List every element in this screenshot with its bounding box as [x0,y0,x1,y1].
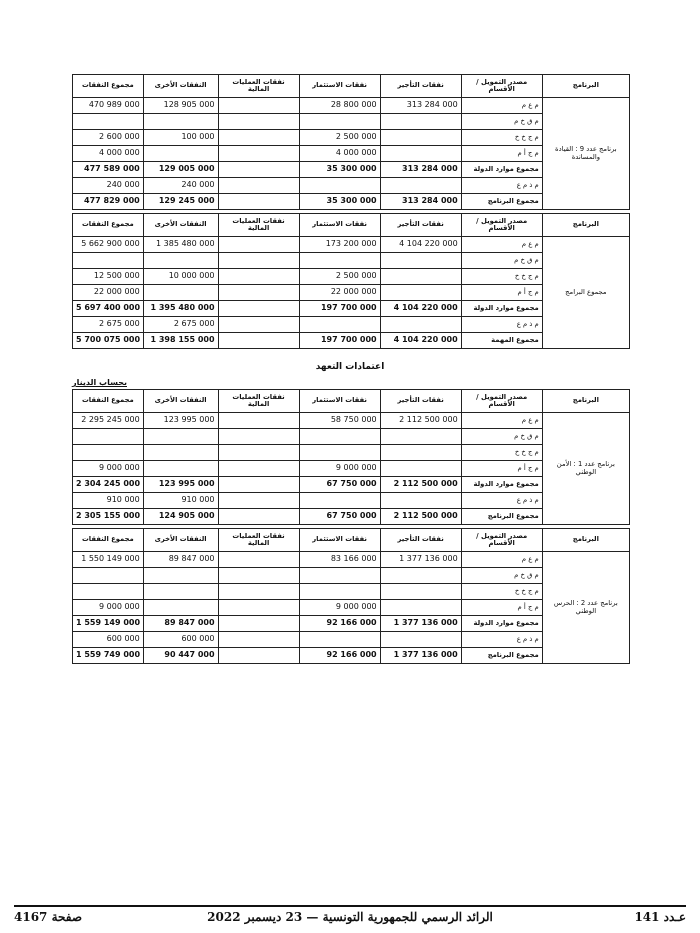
amount-cell [218,461,299,477]
amount-cell: 2 112 500 000 [380,413,461,429]
amount-cell [218,178,299,194]
amount-cell: 2 304 245 000 [73,477,144,493]
amount-cell [380,130,461,146]
funding-source: م ج خ خ [461,584,542,600]
amount-cell [299,568,380,584]
issue-number: عـدد 141 [634,910,686,924]
amount-cell [143,568,218,584]
amount-cell: 5 662 900 000 [73,237,144,253]
amount-cell [143,429,218,445]
funding-source: مجموع موارد الدولة [461,616,542,632]
amount-cell: 9 000 000 [299,600,380,616]
amount-cell [218,162,299,178]
funding-source: مجموع البرنامج [461,194,542,210]
column-header: نفقات العمليات المالية [218,390,299,413]
amount-cell: 197 700 000 [299,333,380,349]
amount-cell [218,114,299,130]
amount-cell: 4 104 220 000 [380,333,461,349]
funding-source: م ج خ خ [461,445,542,461]
amount-cell: 1 377 136 000 [380,616,461,632]
amount-cell: 5 697 400 000 [73,301,144,317]
amount-cell: 313 284 000 [380,194,461,210]
funding-source: م ذ م ع [461,317,542,333]
column-header: البرنامج [542,529,629,552]
table-row [73,413,630,429]
amount-cell: 173 200 000 [299,237,380,253]
amount-cell: 129 245 000 [143,194,218,210]
table-row [73,237,630,253]
column-header: مجموع النفقات [73,75,144,98]
amount-cell [218,285,299,301]
amount-cell: 2 675 000 [143,317,218,333]
amount-cell [380,632,461,648]
amount-cell: 67 750 000 [299,477,380,493]
funding-source: م ق خ م [461,568,542,584]
unit-note: بحساب الدينار [72,378,127,387]
amount-cell: 2 675 000 [73,317,144,333]
amount-cell: 313 284 000 [380,162,461,178]
program-name: برنامج عدد 1 : الأمن الوطني [542,413,629,525]
amount-cell: 4 000 000 [299,146,380,162]
amount-cell: 12 500 000 [73,269,144,285]
column-header: نفقات الاستثمار [299,214,380,237]
amount-cell [380,114,461,130]
amount-cell: 58 750 000 [299,413,380,429]
amount-cell: 1 559 749 000 [73,648,144,664]
column-header: النفقات الأخرى [143,214,218,237]
column-header: نفقات الاستثمار [299,529,380,552]
commitment-table-program-2 [72,528,630,664]
funding-source: م ق خ م [461,114,542,130]
amount-cell [218,237,299,253]
amount-cell [73,253,144,269]
amount-cell [218,616,299,632]
amount-cell [218,509,299,525]
budget-table-all-programs [72,213,630,349]
column-header: نفقات العمليات المالية [218,75,299,98]
amount-cell [380,146,461,162]
funding-source: مجموع موارد الدولة [461,162,542,178]
funding-source: م ع م [461,552,542,568]
column-header: البرنامج [542,390,629,413]
amount-cell: 67 750 000 [299,509,380,525]
amount-cell: 2 305 155 000 [73,509,144,525]
table-row [73,98,630,114]
amount-cell: 92 166 000 [299,648,380,664]
amount-cell [218,648,299,664]
funding-source: م ق خ م [461,429,542,445]
funding-source: م ج أ م [461,146,542,162]
column-header: مصدر التمويل / الأقسام [461,390,542,413]
amount-cell [73,445,144,461]
amount-cell: 9 000 000 [299,461,380,477]
amount-cell [218,98,299,114]
amount-cell: 470 989 000 [73,98,144,114]
amount-cell [218,413,299,429]
amount-cell [299,114,380,130]
funding-source: م ج خ خ [461,269,542,285]
amount-cell: 83 166 000 [299,552,380,568]
column-header: نفقات الاستثمار [299,390,380,413]
amount-cell: 35 300 000 [299,162,380,178]
column-header: نفقات التأجير [380,390,461,413]
amount-cell: 1 377 136 000 [380,648,461,664]
funding-source: م ذ م ع [461,632,542,648]
amount-cell: 35 300 000 [299,194,380,210]
column-header: مصدر التمويل / الأقسام [461,529,542,552]
amount-cell [299,584,380,600]
amount-cell [218,253,299,269]
column-header: مصدر التمويل / الأقسام [461,75,542,98]
amount-cell: 240 000 [73,178,144,194]
amount-cell [380,178,461,194]
amount-cell: 1 395 480 000 [143,301,218,317]
amount-cell: 123 995 000 [143,477,218,493]
amount-cell [73,429,144,445]
amount-cell: 1 559 149 000 [73,616,144,632]
amount-cell: 128 905 000 [143,98,218,114]
amount-cell [73,114,144,130]
column-header: نفقات الاستثمار [299,75,380,98]
amount-cell [218,194,299,210]
amount-cell [143,253,218,269]
column-header: نفقات التأجير [380,75,461,98]
amount-cell [143,114,218,130]
amount-cell [143,445,218,461]
amount-cell: 313 284 000 [380,98,461,114]
column-header: مجموع النفقات [73,390,144,413]
amount-cell: 910 000 [73,493,144,509]
amount-cell: 4 000 000 [73,146,144,162]
column-header: مجموع النفقات [73,214,144,237]
amount-cell: 92 166 000 [299,616,380,632]
amount-cell: 600 000 [73,632,144,648]
funding-source: م ذ م ع [461,178,542,194]
funding-source: م ج خ خ [461,130,542,146]
header-row [73,214,630,237]
funding-source: مجموع البرنامج [461,648,542,664]
amount-cell [218,317,299,333]
amount-cell [218,477,299,493]
amount-cell: 2 112 500 000 [380,509,461,525]
section-heading: اعتمادات التعهد [315,362,385,372]
amount-cell: 10 000 000 [143,269,218,285]
amount-cell: 240 000 [143,178,218,194]
amount-cell [299,317,380,333]
amount-cell [380,317,461,333]
amount-cell [218,568,299,584]
funding-source: م ج أ م [461,285,542,301]
funding-source: م ذ م ع [461,493,542,509]
amount-cell: 22 000 000 [299,285,380,301]
budget-table-program-9 [72,74,630,210]
amount-cell [218,552,299,568]
amount-cell: 477 829 000 [73,194,144,210]
amount-cell [299,178,380,194]
amount-cell [218,600,299,616]
amount-cell [380,493,461,509]
amount-cell: 123 995 000 [143,413,218,429]
amount-cell [380,584,461,600]
amount-cell: 89 847 000 [143,616,218,632]
amount-cell [380,461,461,477]
amount-cell [218,269,299,285]
column-header: البرنامج [542,75,629,98]
amount-cell [143,146,218,162]
column-header: نفقات التأجير [380,214,461,237]
amount-cell: 5 700 075 000 [73,333,144,349]
amount-cell: 129 005 000 [143,162,218,178]
amount-cell [299,632,380,648]
amount-cell: 90 447 000 [143,648,218,664]
amount-cell: 1 377 136 000 [380,552,461,568]
amount-cell [143,600,218,616]
amount-cell [218,632,299,648]
amount-cell: 477 589 000 [73,162,144,178]
header-row [73,529,630,552]
funding-source: م ع م [461,98,542,114]
amount-cell: 910 000 [143,493,218,509]
amount-cell [143,461,218,477]
funding-source: مجموع المهمة [461,333,542,349]
funding-source: م ج أ م [461,600,542,616]
publication-title: الرائد الرسمي للجمهورية التونسية — 23 ديسمبر 2022 [207,910,493,924]
table-row [73,552,630,568]
funding-source: م ع م [461,413,542,429]
amount-cell [380,429,461,445]
amount-cell: 2 600 000 [73,130,144,146]
column-header: نفقات التأجير [380,529,461,552]
amount-cell: 9 000 000 [73,600,144,616]
amount-cell: 89 847 000 [143,552,218,568]
header-row [73,390,630,413]
amount-cell: 197 700 000 [299,301,380,317]
amount-cell [218,584,299,600]
column-header: النفقات الأخرى [143,75,218,98]
amount-cell: 1 550 149 000 [73,552,144,568]
amount-cell: 2 112 500 000 [380,477,461,493]
program-name: برنامج عدد 9 : القيادة والمساندة [542,98,629,210]
column-header: البرنامج [542,214,629,237]
funding-source: م ع م [461,237,542,253]
amount-cell [143,584,218,600]
funding-source: م ج أ م [461,461,542,477]
amount-cell: 1 385 480 000 [143,237,218,253]
amount-cell [218,333,299,349]
footer-divider [14,905,686,907]
amount-cell [299,253,380,269]
program-name: مجموع البرامج [542,237,629,349]
amount-cell [218,445,299,461]
amount-cell [73,568,144,584]
page-number: صفحة 4167 [14,910,83,924]
amount-cell: 2 500 000 [299,269,380,285]
header-row [73,75,630,98]
amount-cell [299,429,380,445]
amount-cell [380,600,461,616]
amount-cell [380,568,461,584]
amount-cell [299,445,380,461]
column-header: مجموع النفقات [73,529,144,552]
funding-source: مجموع موارد الدولة [461,477,542,493]
amount-cell [380,445,461,461]
amount-cell: 100 000 [143,130,218,146]
amount-cell [380,285,461,301]
amount-cell [218,301,299,317]
amount-cell [299,493,380,509]
amount-cell [218,146,299,162]
column-header: النفقات الأخرى [143,529,218,552]
funding-source: مجموع موارد الدولة [461,301,542,317]
program-name: برنامج عدد 2 : الحرس الوطني [542,552,629,664]
commitment-table-program-1 [72,389,630,525]
amount-cell [143,285,218,301]
amount-cell: 2 295 245 000 [73,413,144,429]
amount-cell: 4 104 220 000 [380,237,461,253]
amount-cell [73,584,144,600]
amount-cell: 9 000 000 [73,461,144,477]
amount-cell [218,493,299,509]
amount-cell: 22 000 000 [73,285,144,301]
column-header: النفقات الأخرى [143,390,218,413]
column-header: نفقات العمليات المالية [218,214,299,237]
column-header: نفقات العمليات المالية [218,529,299,552]
amount-cell: 2 500 000 [299,130,380,146]
funding-source: مجموع البرنامج [461,509,542,525]
amount-cell [218,429,299,445]
amount-cell [380,269,461,285]
amount-cell: 1 398 155 000 [143,333,218,349]
column-header: مصدر التمويل / الأقسام [461,214,542,237]
amount-cell [380,253,461,269]
funding-source: م ق خ م [461,253,542,269]
amount-cell: 4 104 220 000 [380,301,461,317]
amount-cell [218,130,299,146]
amount-cell: 124 905 000 [143,509,218,525]
amount-cell: 28 800 000 [299,98,380,114]
amount-cell: 600 000 [143,632,218,648]
